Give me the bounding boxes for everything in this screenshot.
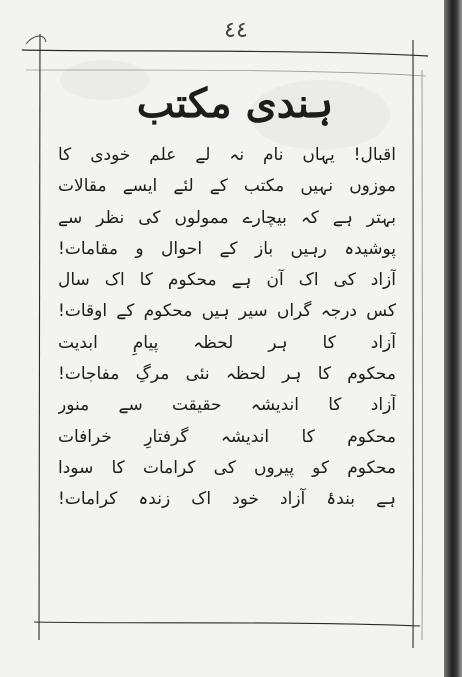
poem-line: کس درجہ گراں سیر ہیں محکوم کے اوقات! — [58, 301, 396, 322]
page-number: ٤٤ — [224, 18, 248, 43]
poem-title: ہندی مکتب — [136, 80, 334, 127]
poem-body — [58, 140, 396, 516]
top-border-line — [22, 50, 428, 56]
poem-line: بہتر ہے کہ بیچارے ممولوں کی نظر سے — [58, 207, 396, 228]
poem-line: آزاد کی اک آن ہے محکوم کا اک سال — [58, 270, 396, 291]
left-border-line — [38, 34, 40, 640]
poem-line: محکوم کو پیروں کی کرامات کا سودا — [58, 457, 396, 478]
book-spine-shadow — [444, 0, 462, 677]
bottom-border-line — [34, 622, 420, 626]
right-border-line — [413, 40, 414, 648]
poem-line: پوشیدہ رہیں باز کے احوال و مقامات! — [58, 238, 396, 259]
poem-line: آزاد کا اندیشہ حقیقت سے منور — [58, 395, 396, 416]
poem-line: اقبال! یہاں نام نہ لے علم خودی کا — [58, 145, 396, 165]
poem-line: محکوم کا ہر لحظہ نئی مرگِ مفاجات! — [58, 364, 396, 385]
poem-line: محکوم کا اندیشہ گرفتارِ خرافات — [58, 426, 396, 447]
right-border-line-faint — [422, 70, 423, 640]
left-border-curl — [26, 36, 46, 44]
poem-line: آزاد کا ہر لحظہ پیامِ ابدیت — [58, 332, 396, 353]
poem-line: ہے بندۂ آزاد خود اک زندہ کرامات! — [58, 489, 396, 510]
poem-line: موزوں نہیں مکتب کے لئے ایسے مقالات — [58, 176, 396, 197]
